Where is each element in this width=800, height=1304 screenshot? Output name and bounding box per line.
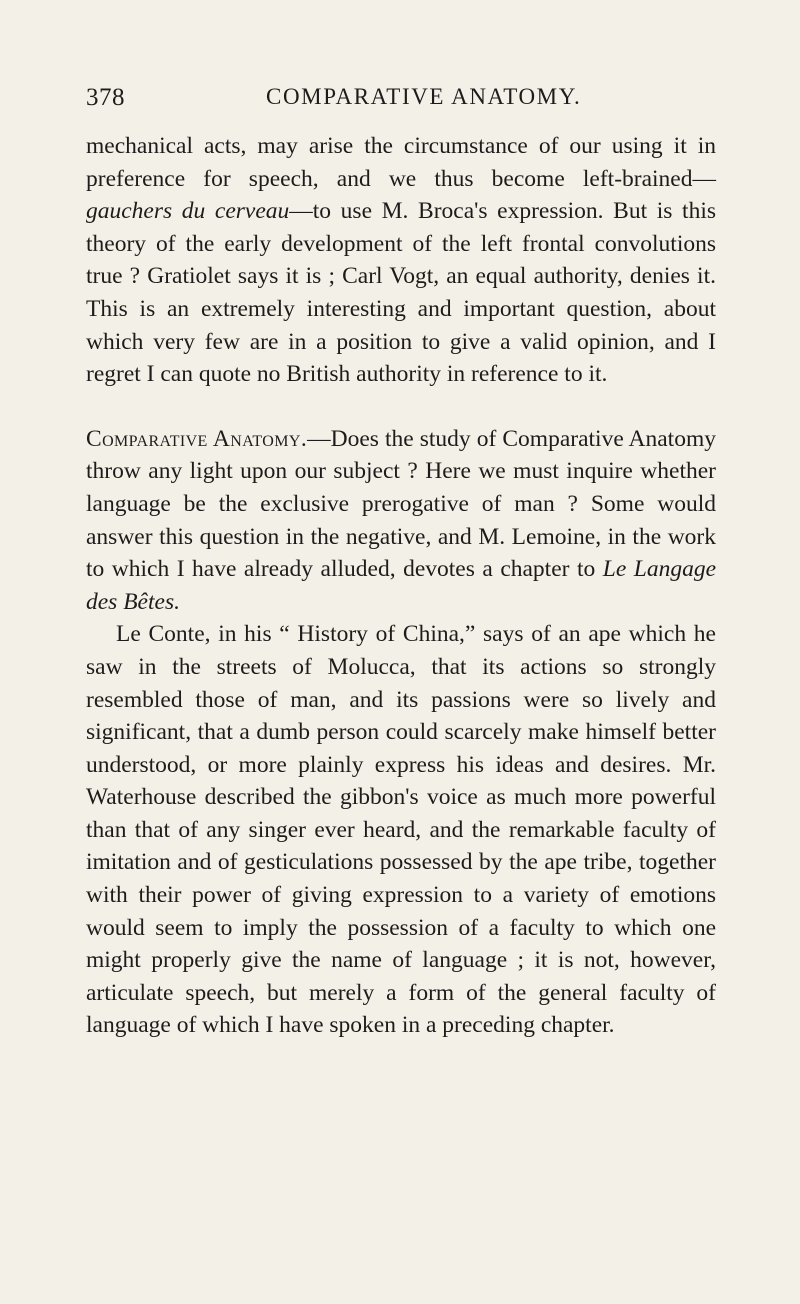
section-heading: Comparative Anatomy. [86,425,308,452]
paragraph-comparative-anatomy [86,423,716,619]
page-number: 378 [86,84,125,111]
running-title: COMPARATIVE ANATOMY. [266,84,582,109]
paragraph-le-conte [86,618,716,1042]
paragraph-text: mechanical acts, may arise the circumstance of our using it in preference for speech, and we thus become left-brained— [86,133,716,192]
italic-phrase: gauchers du cerveau [86,198,290,225]
paragraph-text: —to use M. Broca's expression. But is this theory of the early development of the left frontal convolutions true ? Gratiolet says it is ; Carl Vogt, an equal authority, denies it. This is an extremely interesting and important question, about which very few are in a position to give a valid opinion, and I regret I can quote no British authority in reference to it. [86,198,716,388]
running-head [86,84,716,114]
paragraph-continuation [86,130,716,391]
paragraph-text: Le Conte, in his “ History of China,” says of an ape which he saw in the streets of Molucca, that its actions so strongly resembled those of man, and its passions were so lively and significant, that a dumb person could scarcely make himself better understood, or more plainly express his ideas and desires. Mr. Waterhouse described the gibbon's voice as much more powerful than that of any singer ever heard, and the remarkable faculty of imitation and of gesticulations possessed by the ape tribe, together with their power of giving expression to a variety of emotions would seem to imply the possession of a faculty to which one might properly give the name of language ; it is not, however, articulate speech, but merely a form of the general faculty of language of which I have spoken in a preceding chapter. [86,621,716,1039]
paragraph-text: —Does the study of Comparative Anatomy throw any light upon our subject ? Here we must inquire whether language be the exclusive prerogative of man ? Some would answer this question in the negative, and M. Lemoine, in the work to which I have already alluded, devotes a chapter to [86,425,716,583]
italic-title: Le Langage des Bêtes. [86,556,717,615]
body-text [86,130,716,1042]
